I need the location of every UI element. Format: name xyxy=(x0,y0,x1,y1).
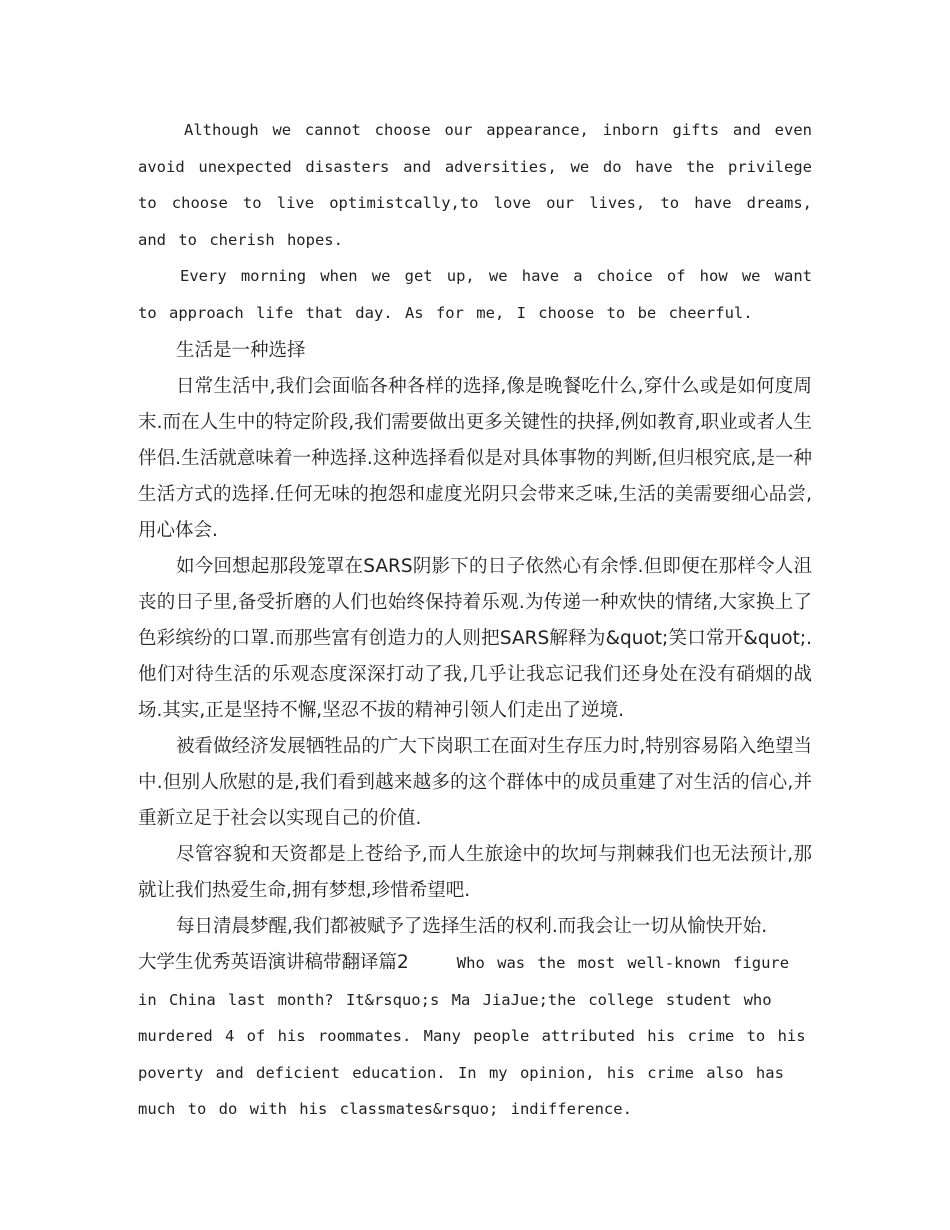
paragraph-english-2: Every morning when we get up, we have a choice of how we want to approach life that day. As for me, I choose to be cheerful. xyxy=(138,267,812,322)
paragraph-chinese-3: 被看做经济发展牺牲品的广大下岗职工在面对生存压力时,特别容易陷入绝望当中.但别人欣慰的是,我们看到越来越多的这个群体中的成员重建了对生活的信心,并重新立足于社会以实现自己的价值. xyxy=(138,736,812,829)
paragraph-chinese-1: 日常生活中,我们会面临各种各样的选择,像是晚餐吃什么,穿什么或是如何度周末.而在人生中的特定阶段,我们需要做出更多关键性的抉择,例如教育,职业或者人生伴侣.生活就意味着一种选择.这种选择看似是对具体事物的判断,但归根究底,是一种生活方式的选择.任何无味的抱怨和虚度光阴只会带来乏味,生活的美需要细心品尝,用心体会. xyxy=(138,376,812,541)
paragraph-english-1: Although we cannot choose our appearance, inborn gifts and even avoid unexpected disasters and adversities, we do have the privilege to choose to live optimistcally,to love our lives, to have dreams, and to cherish hopes. xyxy=(138,121,812,249)
paragraph-chinese-5: 每日清晨梦醒,我们都被赋予了选择生活的权利.而我会让一切从愉快开始. xyxy=(176,916,768,937)
section-heading: 大学生优秀英语演讲稿带翻译篇2 xyxy=(138,952,409,973)
section-2-paragraph xyxy=(138,945,812,1128)
paragraph-english-3: Who was the most well-known figure in China last month? It&rsquo;s Ma JiaJue;the college student who murdered 4 of his roommates. Many people attributed his crime to his poverty and deficient education. In my opinion, his crime also has much to do with his classmates&rsquo; indifference. xyxy=(138,954,806,1118)
paragraph-chinese-4: 尽管容貌和天资都是上苍给予,而人生旅途中的坎坷与荆棘我们也无法预计,那就让我们热爱生命,拥有梦想,珍惜希望吧. xyxy=(138,844,812,901)
document-page xyxy=(138,112,812,1128)
paragraph-chinese-2: 如今回想起那段笼罩在SARS阴影下的日子依然心有余悸.但即便在那样令人沮丧的日子里,备受折磨的人们也始终保持着乐观.为传递一种欢快的情绪,大家换上了色彩缤纷的口罩.而那些富有创造力的人则把SARS解释为&quot;笑口常开&quot;.他们对待生活的乐观态度深深打动了我,几乎让我忘记我们还身处在没有硝烟的战场.其实,正是坚持不懈,坚忍不拔的精神引领人们走出了逆境. xyxy=(138,556,812,721)
chinese-title: 生活是一种选择 xyxy=(176,340,306,361)
